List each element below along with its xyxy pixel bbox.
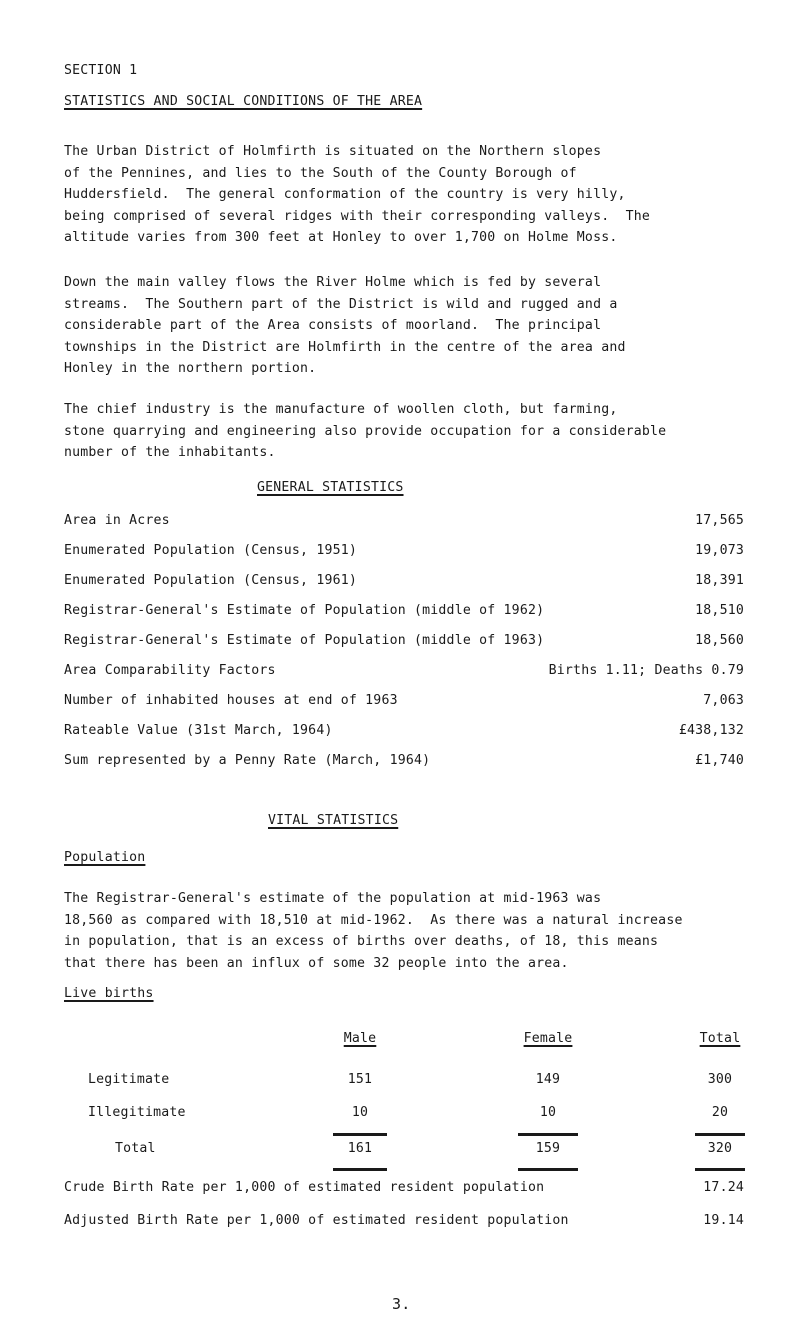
total-rule-total-bottom	[695, 1168, 745, 1171]
total-rule-female-top	[518, 1133, 578, 1136]
stat-row: Registrar-General's Estimate of Population (middle of 1962) 18,510	[64, 603, 744, 618]
page-number: 3.	[392, 1295, 411, 1313]
row-label-total: Total	[115, 1141, 156, 1156]
row-label-illegitimate: Illegitimate	[88, 1105, 186, 1120]
intro-paragraph-2: Down the main valley flows the River Holme which is fed by several streams. The Southern part of the District is wild and rugged and a considerable part of the Area consists of moorland. The principal townships in the District are Holmfirth in the centre of the area and Honley in the northern portion.	[64, 275, 626, 376]
adjusted-birth-rate-row: Adjusted Birth Rate per 1,000 of estimated resident population 19.14	[64, 1213, 744, 1228]
general-statistics-heading: GENERAL STATISTICS	[257, 480, 404, 495]
section-label: SECTION 1	[64, 63, 138, 78]
cell-illegitimate-male: 10	[351, 1105, 369, 1120]
column-header-total: Total	[699, 1031, 741, 1046]
page-title: STATISTICS AND SOCIAL CONDITIONS OF THE AREA	[64, 94, 423, 109]
live-births-heading: Live births	[64, 986, 154, 1001]
intro-paragraph-3: The chief industry is the manufacture of woollen cloth, but farming, stone quarrying and engineering also provide occupation for a considerable number of the inhabitants.	[64, 402, 667, 460]
total-rule-male-bottom	[333, 1168, 387, 1171]
stat-row: Registrar-General's Estimate of Population (middle of 1963) 18,560	[64, 633, 744, 648]
stat-row: Area Comparability Factors Births 1.11; Deaths 0.79	[64, 663, 744, 678]
stat-row: Number of inhabited houses at end of 1963 7,063	[64, 693, 744, 708]
column-header-male: Male	[343, 1031, 377, 1046]
total-rule-female-bottom	[518, 1168, 578, 1171]
vital-statistics-heading: VITAL STATISTICS	[268, 813, 399, 828]
cell-illegitimate-total: 20	[711, 1105, 729, 1120]
cell-legitimate-female: 149	[535, 1072, 561, 1087]
cell-illegitimate-female: 10	[539, 1105, 557, 1120]
cell-total-total: 320	[707, 1141, 733, 1156]
cell-total-female: 159	[535, 1141, 561, 1156]
stat-row: Enumerated Population (Census, 1961) 18,391	[64, 573, 744, 588]
row-label-legitimate: Legitimate	[88, 1072, 170, 1087]
cell-legitimate-total: 300	[707, 1072, 733, 1087]
stat-row: Sum represented by a Penny Rate (March, 1964) £1,740	[64, 753, 744, 768]
stat-row: Rateable Value (31st March, 1964) £438,132	[64, 723, 744, 738]
total-rule-total-top	[695, 1133, 745, 1136]
cell-legitimate-male: 151	[347, 1072, 373, 1087]
population-heading: Population	[64, 850, 146, 865]
cell-total-male: 161	[347, 1141, 373, 1156]
crude-birth-rate-row: Crude Birth Rate per 1,000 of estimated resident population 17.24	[64, 1180, 744, 1195]
column-header-female: Female	[523, 1031, 573, 1046]
stat-row: Area in Acres 17,565	[64, 513, 744, 528]
intro-paragraph-1: The Urban District of Holmfirth is situated on the Northern slopes of the Pennines, and lies to the South of the County Borough of Huddersfield. The general conformation of the country is very hilly, being comprised of several ridges with their corresponding valleys. The altitude varies from 300 feet at Honley to over 1,700 on Holme Moss.	[64, 144, 651, 245]
population-paragraph: The Registrar-General's estimate of the population at mid-1963 was 18,560 as compared with 18,510 at mid-1962. As there was a natural increase in population, that is an excess of births over deaths, of 18, this means that there has been an influx of some 32 people into the area.	[64, 891, 683, 971]
total-rule-male-top	[333, 1133, 387, 1136]
stat-row: Enumerated Population (Census, 1951) 19,073	[64, 543, 744, 558]
